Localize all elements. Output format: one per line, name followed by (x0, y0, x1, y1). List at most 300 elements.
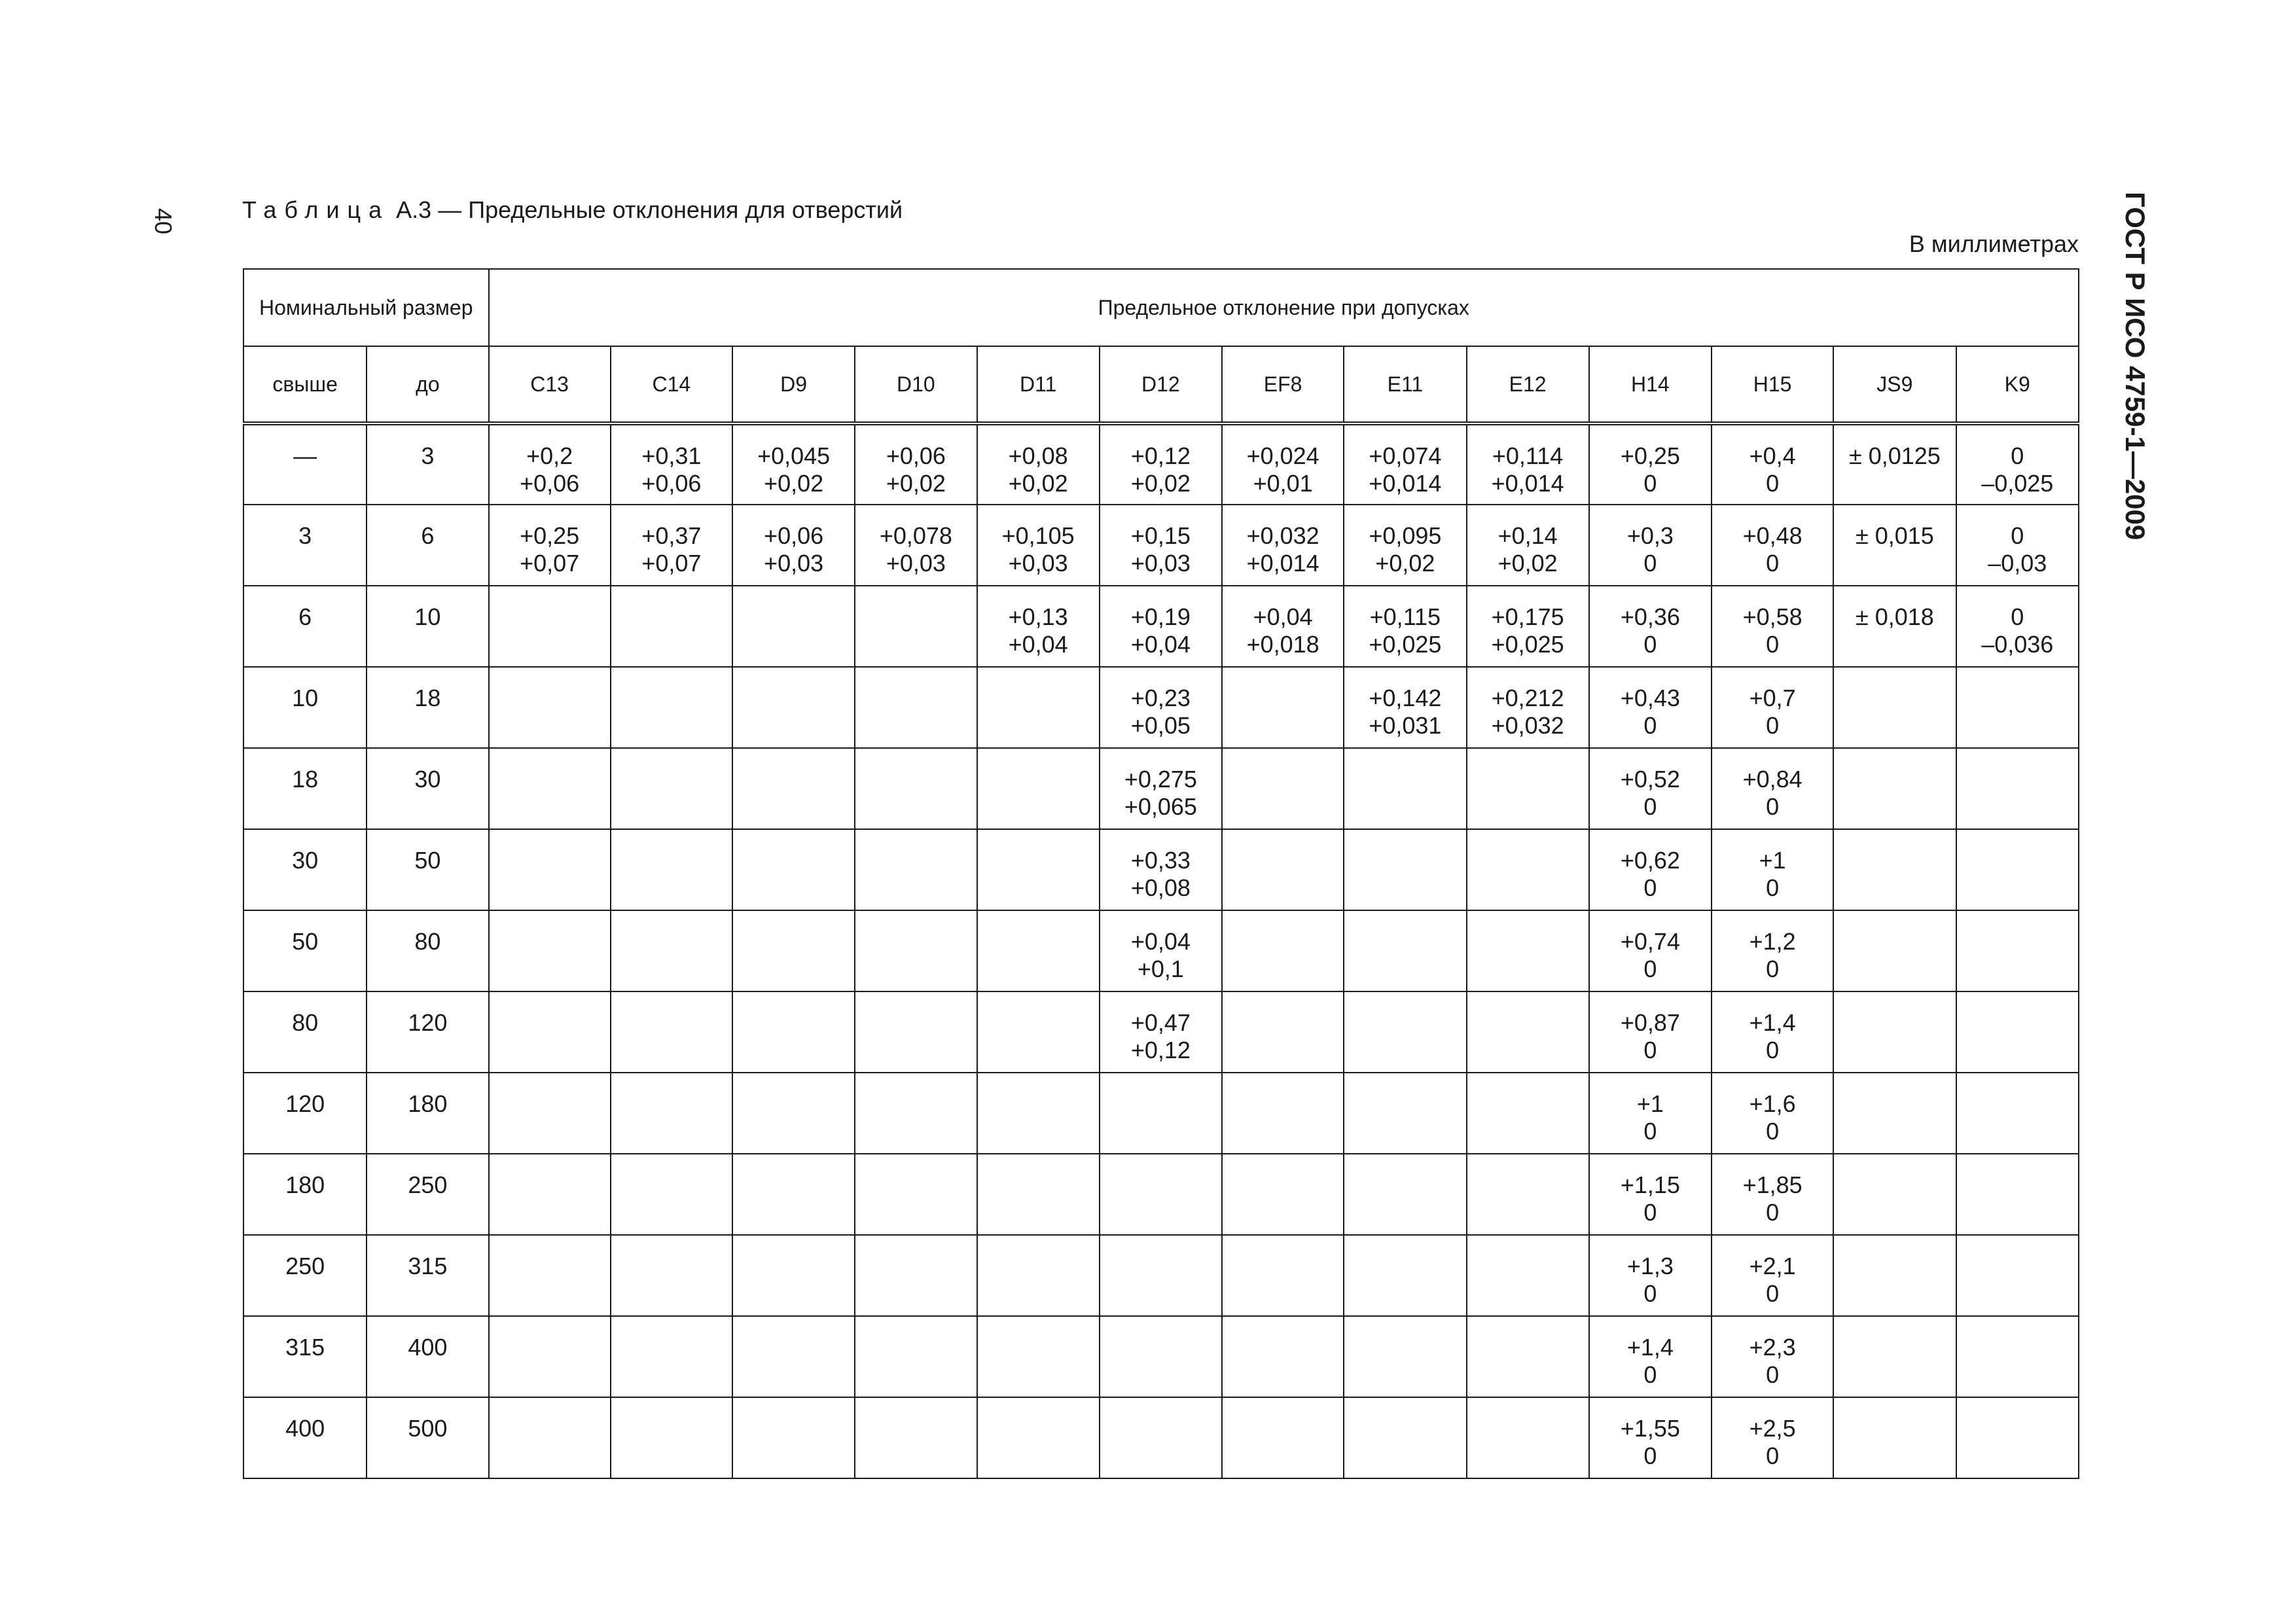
tolerance-header: H15 (1712, 346, 1833, 423)
deviation-cell (1589, 586, 1712, 667)
size-over-cell: — (243, 423, 367, 505)
lower-deviation: +0,032 (1491, 712, 1564, 739)
lower-deviation: –0,036 (1981, 631, 2054, 658)
upper-deviation: +0,175 (1491, 603, 1564, 630)
upper-deviation: +0,33 (1130, 847, 1191, 874)
upper-deviation: +0,15 (1130, 522, 1191, 549)
upper-deviation: +0,13 (1008, 603, 1068, 630)
over-header: свыше (243, 346, 367, 423)
deviation-cell (1467, 829, 1589, 910)
deviation-cell (1344, 423, 1466, 505)
size-to-cell: 30 (367, 748, 488, 829)
lower-deviation: –0,025 (1981, 470, 2054, 497)
deviation-cell (1467, 1316, 1589, 1397)
lower-deviation: 0 (1643, 955, 1657, 982)
deviation-cell (611, 1316, 732, 1397)
deviation-cell (732, 1397, 855, 1478)
deviation-cell (1833, 1235, 1956, 1316)
deviation-cell (1956, 991, 2079, 1073)
size-over-cell: 3 (243, 505, 367, 586)
lower-deviation: 0 (1766, 712, 1780, 739)
deviation-cell (977, 748, 1100, 829)
upper-deviation: +1,2 (1749, 928, 1796, 955)
upper-deviation: +0,25 (1620, 442, 1680, 469)
deviation-cell (489, 505, 611, 586)
upper-deviation: +0,105 (1001, 522, 1075, 549)
deviation-cell (1100, 1235, 1222, 1316)
upper-deviation: ± 0,018 (1855, 603, 1934, 630)
upper-deviation: +0,04 (1253, 603, 1313, 630)
deviation-cell (732, 1316, 855, 1397)
upper-deviation: +0,045 (757, 442, 831, 469)
table-row (243, 910, 2079, 991)
lower-deviation: +0,014 (1246, 550, 1319, 577)
table-title-prefix: Таблица (242, 196, 390, 223)
deviation-cell (1956, 1073, 2079, 1154)
lower-deviation: +0,01 (1253, 470, 1313, 497)
table-row (243, 1235, 2079, 1316)
upper-deviation: +1,85 (1742, 1171, 1803, 1198)
lower-deviation: +0,03 (1008, 550, 1068, 577)
upper-deviation: +0,12 (1130, 442, 1191, 469)
upper-deviation: +2,1 (1749, 1253, 1796, 1279)
deviation-cell (1956, 1235, 2079, 1316)
units-note: В миллиметрах (1909, 230, 2079, 257)
deviation-cell (1467, 1154, 1589, 1235)
deviation-cell (611, 991, 732, 1073)
deviation-cell (855, 829, 977, 910)
tolerance-header: C14 (611, 346, 732, 423)
lower-deviation: +0,03 (764, 550, 824, 577)
lower-deviation: 0 (1766, 1442, 1780, 1469)
deviation-cell (1222, 423, 1344, 505)
deviation-cell (1712, 423, 1833, 505)
deviation-cell (1344, 1154, 1466, 1235)
lower-deviation: 0 (1766, 793, 1780, 820)
deviation-cell (1956, 1397, 2079, 1478)
table-row (243, 829, 2079, 910)
deviation-cell (1467, 505, 1589, 586)
upper-deviation: +0,36 (1620, 603, 1680, 630)
size-over-cell: 400 (243, 1397, 367, 1478)
lower-deviation: +0,05 (1130, 712, 1191, 739)
deviation-cell (1712, 667, 1833, 748)
lower-deviation: +0,02 (1130, 470, 1191, 497)
deviation-cell (1956, 748, 2079, 829)
upper-deviation: +1 (1636, 1090, 1664, 1117)
table-row (243, 667, 2079, 748)
deviation-cell (855, 1397, 977, 1478)
deviation-cell (1956, 910, 2079, 991)
deviation-header: Предельное отклонение при допусках (489, 269, 2079, 346)
deviation-cell (1100, 1316, 1222, 1397)
deviation-cell (1222, 748, 1344, 829)
size-over-cell: 18 (243, 748, 367, 829)
deviation-cell (1589, 1154, 1712, 1235)
deviation-cell (1712, 586, 1833, 667)
deviation-cell (1222, 991, 1344, 1073)
lower-deviation: +0,06 (641, 470, 702, 497)
deviation-cell (489, 1073, 611, 1154)
upper-deviation: +0,3 (1626, 522, 1674, 549)
deviation-cell (1712, 1397, 1833, 1478)
upper-deviation: +2,3 (1749, 1334, 1796, 1361)
lower-deviation: +0,02 (1375, 550, 1435, 577)
upper-deviation: +0,43 (1620, 685, 1680, 711)
upper-deviation: +0,024 (1246, 442, 1319, 469)
deviation-cell (1833, 991, 1956, 1073)
deviation-cell (977, 1235, 1100, 1316)
deviation-cell (489, 586, 611, 667)
deviation-cell (1956, 667, 2079, 748)
deviation-cell (1589, 910, 1712, 991)
deviation-cell (732, 423, 855, 505)
upper-deviation: +0,31 (641, 442, 702, 469)
lower-deviation: +0,07 (641, 550, 702, 577)
lower-deviation: +0,03 (1130, 550, 1191, 577)
deviation-cell (611, 1154, 732, 1235)
size-over-cell: 120 (243, 1073, 367, 1154)
deviation-cell (1833, 667, 1956, 748)
deviation-cell (1344, 586, 1466, 667)
table-row (243, 423, 2079, 505)
upper-deviation: 0 (2011, 442, 2024, 469)
deviation-cell (1956, 586, 2079, 667)
deviation-cell (977, 1397, 1100, 1478)
deviation-cell (855, 1316, 977, 1397)
deviation-cell (1100, 586, 1222, 667)
table-row (243, 748, 2079, 829)
deviation-cell (855, 423, 977, 505)
to-header: до (367, 346, 488, 423)
tolerance-header: K9 (1956, 346, 2079, 423)
lower-deviation: 0 (1766, 955, 1780, 982)
lower-deviation: +0,014 (1369, 470, 1442, 497)
deviation-cell (1344, 1235, 1466, 1316)
size-to-cell: 50 (367, 829, 488, 910)
lower-deviation: 0 (1766, 1361, 1780, 1388)
upper-deviation: +0,212 (1491, 685, 1564, 711)
lower-deviation: 0 (1643, 1361, 1657, 1388)
deviation-cell (1100, 1397, 1222, 1478)
deviation-cell (611, 1397, 732, 1478)
upper-deviation: +1,15 (1620, 1171, 1680, 1198)
upper-deviation: +0,4 (1749, 442, 1796, 469)
deviation-cell (977, 910, 1100, 991)
lower-deviation: 0 (1766, 874, 1780, 901)
page-number: 40 (150, 208, 177, 235)
deviation-cell (1712, 829, 1833, 910)
deviation-cell (489, 667, 611, 748)
size-over-cell: 10 (243, 667, 367, 748)
lower-deviation: –0,03 (1988, 550, 2047, 577)
deviation-cell (1833, 910, 1956, 991)
lower-deviation: 0 (1766, 1118, 1780, 1145)
lower-deviation: +0,014 (1491, 470, 1564, 497)
upper-deviation: +0,58 (1742, 603, 1803, 630)
deviation-cell (855, 748, 977, 829)
deviation-cell (1344, 1397, 1466, 1478)
upper-deviation: +0,87 (1620, 1009, 1680, 1036)
size-over-cell: 50 (243, 910, 367, 991)
upper-deviation: +0,25 (520, 522, 580, 549)
deviation-cell (855, 505, 977, 586)
size-to-cell: 18 (367, 667, 488, 748)
size-over-cell: 80 (243, 991, 367, 1073)
lower-deviation: 0 (1766, 550, 1780, 577)
deviation-cell (489, 423, 611, 505)
upper-deviation: +0,48 (1742, 522, 1803, 549)
lower-deviation: 0 (1643, 793, 1657, 820)
upper-deviation: +0,06 (764, 522, 824, 549)
deviation-cell (1222, 910, 1344, 991)
deviation-cell (1589, 1316, 1712, 1397)
deviation-cell (1712, 748, 1833, 829)
table-row (243, 991, 2079, 1073)
deviation-cell (489, 1316, 611, 1397)
deviation-cell (732, 586, 855, 667)
deviation-cell (1467, 910, 1589, 991)
deviation-cell (489, 829, 611, 910)
tolerance-header: D11 (977, 346, 1100, 423)
deviation-cell (977, 991, 1100, 1073)
deviation-cell (1100, 423, 1222, 505)
lower-deviation: 0 (1643, 631, 1657, 658)
deviation-cell (1222, 505, 1344, 586)
deviation-cell (977, 829, 1100, 910)
deviation-cell (611, 423, 732, 505)
tolerance-header: D10 (855, 346, 977, 423)
lower-deviation: 0 (1643, 550, 1657, 577)
upper-deviation: +0,095 (1369, 522, 1442, 549)
standard-designation: ГОСТ Р ИСО 4759-1—2009 (2120, 192, 2151, 541)
size-over-cell: 250 (243, 1235, 367, 1316)
table-row (243, 1154, 2079, 1235)
deviation-cell (1833, 829, 1956, 910)
deviation-cell (489, 748, 611, 829)
deviation-cell (732, 1235, 855, 1316)
deviation-cell (1100, 910, 1222, 991)
size-to-cell: 400 (367, 1316, 488, 1397)
upper-deviation: ± 0,0125 (1848, 442, 1941, 469)
lower-deviation: 0 (1643, 874, 1657, 901)
upper-deviation: +0,04 (1130, 928, 1191, 955)
table-row (243, 505, 2079, 586)
lower-deviation: +0,03 (886, 550, 946, 577)
deviation-cell (611, 829, 732, 910)
deviation-cell (732, 667, 855, 748)
deviation-cell (732, 829, 855, 910)
lower-deviation: 0 (1643, 470, 1657, 497)
deviation-cell (1712, 1073, 1833, 1154)
deviation-cell (1344, 1316, 1466, 1397)
upper-deviation: +0,032 (1246, 522, 1319, 549)
upper-deviation: 0 (2011, 522, 2024, 549)
deviation-cell (732, 1154, 855, 1235)
deviation-cell (1344, 991, 1466, 1073)
deviation-cell (1589, 748, 1712, 829)
tolerance-header: EF8 (1222, 346, 1344, 423)
nominal-size-header: Номинальный размер (243, 269, 489, 346)
deviation-cell (1222, 1235, 1344, 1316)
lower-deviation: +0,018 (1246, 631, 1319, 658)
deviation-cell (1956, 829, 2079, 910)
deviation-cell (611, 748, 732, 829)
deviation-cell (611, 1235, 732, 1316)
deviation-cell (1467, 991, 1589, 1073)
deviation-cell (1589, 991, 1712, 1073)
deviation-cell (1344, 505, 1466, 586)
deviation-cell (1712, 1154, 1833, 1235)
size-over-cell: 30 (243, 829, 367, 910)
tolerance-header: JS9 (1833, 346, 1956, 423)
lower-deviation: 0 (1643, 1037, 1657, 1063)
upper-deviation: +0,06 (886, 442, 946, 469)
tolerance-header: D9 (732, 346, 855, 423)
lower-deviation: +0,02 (1498, 550, 1558, 577)
size-to-cell: 80 (367, 910, 488, 991)
lower-deviation: +0,1 (1137, 955, 1184, 982)
deviation-cell (1589, 829, 1712, 910)
upper-deviation: +0,14 (1498, 522, 1558, 549)
deviation-cell (1344, 1073, 1466, 1154)
lower-deviation: 0 (1643, 1199, 1657, 1226)
upper-deviation: +0,23 (1130, 685, 1191, 711)
tolerance-header: E12 (1467, 346, 1589, 423)
table-group-header-row (243, 269, 2079, 346)
deviation-cell (1467, 1073, 1589, 1154)
tolerance-header: H14 (1589, 346, 1712, 423)
deviation-cell (1344, 829, 1466, 910)
size-over-cell: 315 (243, 1316, 367, 1397)
lower-deviation: +0,025 (1491, 631, 1564, 658)
deviation-cell (1222, 1316, 1344, 1397)
deviation-cell (1833, 1316, 1956, 1397)
deviation-cell (611, 667, 732, 748)
tolerance-header: D12 (1100, 346, 1222, 423)
table-row (243, 1397, 2079, 1478)
deviation-cell (855, 991, 977, 1073)
deviation-cell (1467, 667, 1589, 748)
table-title-text: А.3 — Предельные отклонения для отверстий (389, 196, 903, 223)
deviation-cell (1712, 505, 1833, 586)
deviation-cell (489, 1154, 611, 1235)
deviation-cell (1589, 1235, 1712, 1316)
deviation-cell (855, 1073, 977, 1154)
deviation-cell (489, 910, 611, 991)
deviation-cell (1222, 1073, 1344, 1154)
lower-deviation: 0 (1643, 1280, 1657, 1307)
deviation-cell (1589, 667, 1712, 748)
deviation-cell (977, 1073, 1100, 1154)
deviation-cell (977, 586, 1100, 667)
deviation-cell (732, 1073, 855, 1154)
deviation-cell (977, 667, 1100, 748)
table-title (242, 196, 903, 224)
deviation-cell (1956, 1316, 2079, 1397)
deviation-cell (1712, 1316, 1833, 1397)
size-to-cell: 3 (367, 423, 488, 505)
deviation-cell (1100, 505, 1222, 586)
deviation-cell (855, 1154, 977, 1235)
upper-deviation: ± 0,015 (1855, 522, 1934, 549)
upper-deviation: +1,4 (1626, 1334, 1674, 1361)
deviation-cell (1833, 1397, 1956, 1478)
size-to-cell: 120 (367, 991, 488, 1073)
upper-deviation: +0,7 (1749, 685, 1796, 711)
upper-deviation: +0,47 (1130, 1009, 1191, 1036)
deviation-cell (1956, 423, 2079, 505)
upper-deviation: +2,5 (1749, 1415, 1796, 1442)
tolerance-header: E11 (1344, 346, 1466, 423)
table-row (243, 1316, 2079, 1397)
upper-deviation: 0 (2011, 603, 2024, 630)
upper-deviation: +0,2 (526, 442, 573, 469)
deviation-cell (1100, 1073, 1222, 1154)
lower-deviation: +0,031 (1369, 712, 1442, 739)
deviation-cell (489, 1235, 611, 1316)
upper-deviation: +1,3 (1626, 1253, 1674, 1279)
deviation-cell (611, 586, 732, 667)
deviation-cell (1222, 586, 1344, 667)
deviation-cell (1100, 1154, 1222, 1235)
deviation-cell (855, 1235, 977, 1316)
deviation-cell (1712, 910, 1833, 991)
deviation-cell (611, 505, 732, 586)
lower-deviation: +0,02 (764, 470, 824, 497)
deviation-cell (1467, 1235, 1589, 1316)
upper-deviation: +0,078 (879, 522, 952, 549)
table-body (243, 423, 2079, 1478)
size-to-cell: 180 (367, 1073, 488, 1154)
lower-deviation: +0,02 (1008, 470, 1068, 497)
deviation-cell (855, 667, 977, 748)
size-to-cell: 6 (367, 505, 488, 586)
deviation-cell (1833, 1154, 1956, 1235)
upper-deviation: +0,19 (1130, 603, 1191, 630)
deviation-cell (1833, 748, 1956, 829)
deviation-cell (489, 1397, 611, 1478)
deviation-cell (732, 748, 855, 829)
size-to-cell: 10 (367, 586, 488, 667)
lower-deviation: 0 (1766, 1037, 1780, 1063)
deviation-cell (1344, 748, 1466, 829)
lower-deviation: 0 (1643, 1442, 1657, 1469)
tolerance-header: C13 (489, 346, 611, 423)
upper-deviation: +1 (1759, 847, 1786, 874)
table-row (243, 1073, 2079, 1154)
upper-deviation: +0,114 (1492, 442, 1564, 469)
upper-deviation: +0,275 (1124, 766, 1197, 793)
deviation-cell (611, 1073, 732, 1154)
deviation-cell (1344, 667, 1466, 748)
deviation-cell (1467, 586, 1589, 667)
lower-deviation: +0,065 (1124, 793, 1197, 820)
size-to-cell: 315 (367, 1235, 488, 1316)
lower-deviation: +0,06 (520, 470, 580, 497)
deviation-cell (1344, 910, 1466, 991)
lower-deviation: 0 (1643, 712, 1657, 739)
table-subheader-row (243, 346, 2079, 423)
size-over-cell: 6 (243, 586, 367, 667)
lower-deviation: +0,07 (520, 550, 580, 577)
deviation-cell (489, 991, 611, 1073)
size-over-cell: 180 (243, 1154, 367, 1235)
deviation-cell (732, 505, 855, 586)
upper-deviation: +0,08 (1008, 442, 1068, 469)
lower-deviation: 0 (1766, 1280, 1780, 1307)
upper-deviation: +0,62 (1620, 847, 1680, 874)
